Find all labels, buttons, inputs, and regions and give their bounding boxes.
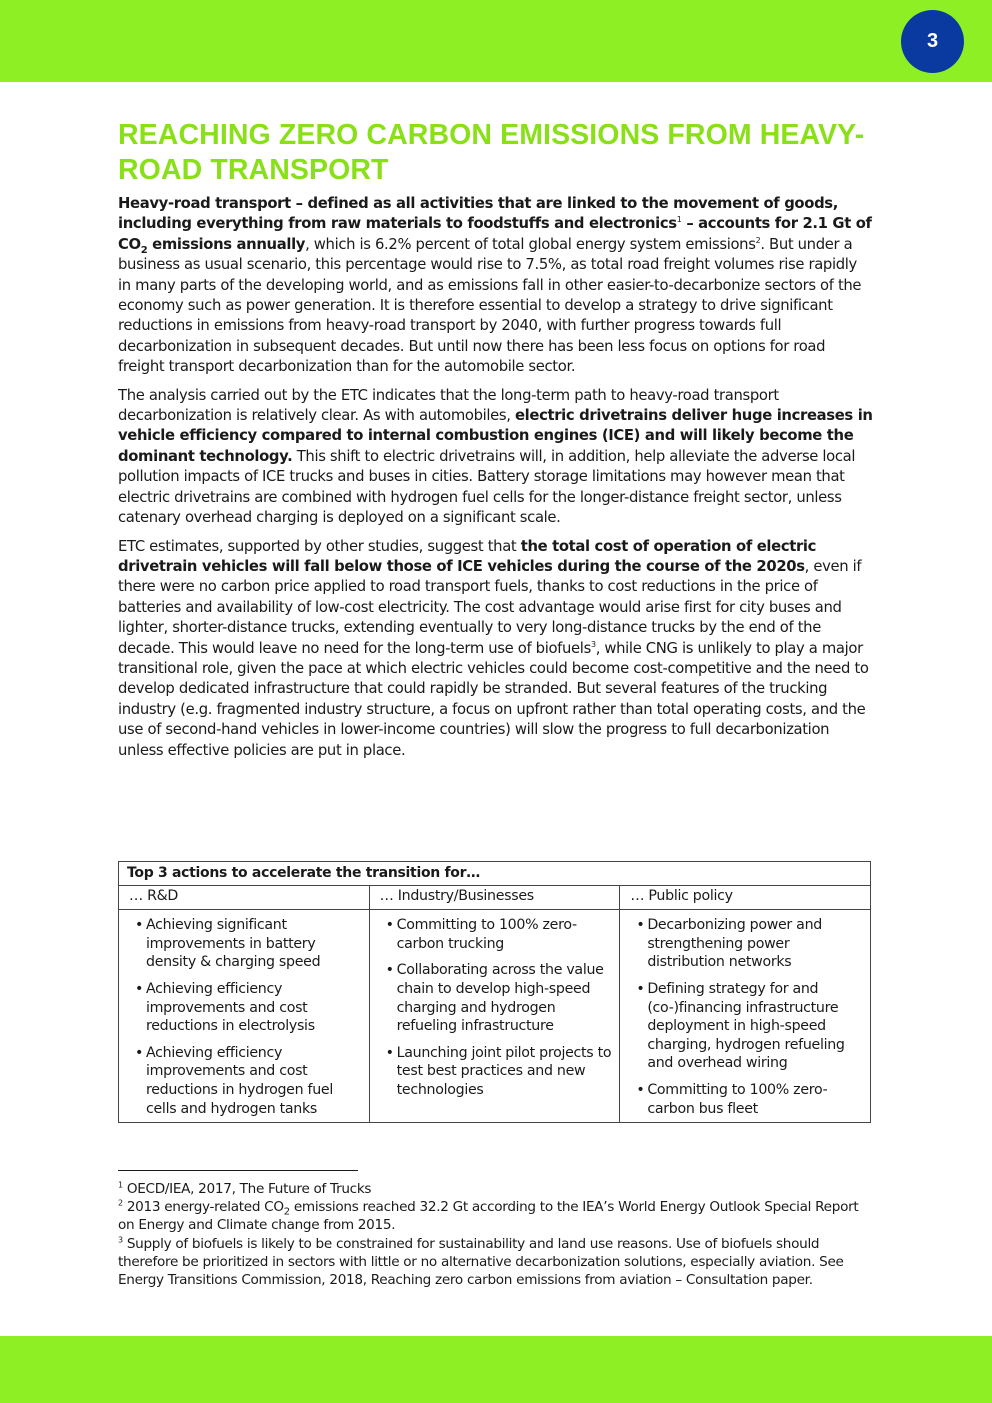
column-header-industry: … Industry/Businesses — [369, 885, 620, 910]
main-content — [118, 118, 874, 769]
p3-text-1: ETC estimates, supported by other studies, suggest that — [118, 537, 521, 555]
list-item-text: Committing to 100% zero-carbon bus fleet — [647, 1081, 828, 1117]
column-rnd — [119, 910, 370, 1123]
column-policy — [620, 910, 871, 1123]
column-industry — [369, 910, 620, 1123]
list-item — [636, 916, 862, 972]
paragraph-3 — [118, 537, 874, 761]
list-item-text: Launching joint pilot projects to test best practices and new technologies — [396, 1044, 612, 1098]
bullet-icon: • — [135, 917, 144, 934]
list-item — [636, 980, 862, 1073]
co2-subscript: 2 — [283, 1206, 290, 1218]
p3-bold-1: the total cost of operation of electric drivetrain vehicles will fall below those of ICE vehicles during the course of the 2020s — [118, 537, 817, 575]
p1-text-1: , which is 6.2% percent of total global energy system emissions — [305, 235, 756, 253]
industry-list — [386, 916, 612, 1103]
footnote-ref-2[interactable]: 2 — [755, 235, 761, 245]
policy-list — [636, 916, 862, 1122]
p1-text-2: . But under a business as usual scenario, this percentage would rise to 7.5%, as total road freight volumes rise rapidly in many parts of the developing world, and as emissions fall in other easier-to-decarbonize sectors of the economy such as power generation. It is therefore essential to develop a strategy to drive significant reductions in emissions from heavy-road transport by 2040, with further progress towards full decarbonization in subsequent decades. But until now there has been less focus on options for road freight transport decarbonization than for the automobile sector. — [118, 235, 862, 376]
footnote-text: Supply of biofuels is likely to be constrained for sustainability and land use reasons. Use of biofuels should therefore be prioritized in sectors with little or no alternative decarbonization solutions, especially aviation. See Energy Transitions Commission, 2018, Reaching zero carbon emissions from aviation – Consultation paper. — [118, 1235, 844, 1289]
bullet-icon: • — [135, 1044, 144, 1061]
bottom-green-band — [0, 1336, 992, 1403]
title-line-1: REACHING ZERO CARBON EMISSIONS FROM HEAVY- — [118, 119, 865, 151]
bullet-icon: • — [636, 1081, 645, 1098]
title-line-2: ROAD TRANSPORT — [118, 154, 389, 186]
list-item — [135, 916, 361, 972]
list-item-text: Collaborating across the value chain to develop high-speed charging and hydrogen refueling infrastructure — [396, 962, 604, 1035]
p1-co2-subscript: 2 — [140, 244, 148, 256]
p2-bold-1: electric drivetrains deliver huge increases in vehicle efficiency compared to internal combustion engines (ICE) and will likely become the dominant technology. — [118, 407, 873, 465]
bullet-icon: • — [636, 980, 645, 997]
bullet-icon: • — [385, 917, 394, 934]
bullet-icon: • — [636, 917, 645, 934]
footnotes — [118, 1180, 874, 1289]
page-number-badge — [901, 10, 964, 73]
paragraph-1 — [118, 194, 874, 378]
footnote-text: emissions reached 32.2 Gt according to the IEA’s World Energy Outlook Special Report on Energy and Climate change from 2015. — [118, 1199, 859, 1234]
list-item — [386, 1044, 612, 1100]
list-item — [636, 1081, 862, 1118]
actions-table — [118, 861, 871, 1123]
footnote-ref-3[interactable]: 3 — [590, 639, 596, 649]
footnote-divider — [118, 1170, 358, 1171]
actions-table-header: Top 3 actions to accelerate the transition for… — [119, 862, 871, 886]
footnote-text: OECD/IEA, 2017, The Future of Trucks — [122, 1181, 372, 1197]
list-item — [386, 961, 612, 1035]
top-green-band — [0, 0, 992, 82]
rnd-list — [135, 916, 361, 1122]
list-item-text: Achieving efficiency improvements and cost reductions in electrolysis — [146, 980, 315, 1035]
p1-bold-1: Heavy-road transport – defined as all activities that are linked to the movement of goods, including everything from raw materials to foodstuffs and electronics — [118, 195, 839, 233]
page-number: 3 — [926, 30, 939, 52]
footnote-ref-1[interactable]: 1 — [676, 215, 682, 225]
p2-text-1: The analysis carried out by the ETC indicates that the long-term path to heavy-road transport decarbonization is relatively clear. As with automobiles, — [118, 386, 779, 425]
p1-bold-3: emissions annually — [147, 235, 306, 253]
list-item-text: Defining strategy for and (co-)financing infrastructure deployment in high-speed charging, hydrogen refueling and overhead wiring — [647, 980, 845, 1072]
list-item-text: Decarbonizing power and strengthening power distribution networks — [647, 917, 822, 971]
list-item — [386, 916, 612, 953]
bullet-icon: • — [135, 980, 144, 997]
list-item-text: Achieving significant improvements in battery density & charging speed — [146, 917, 321, 971]
footnote-1 — [118, 1180, 874, 1198]
footnote-text: 2013 energy-related CO — [122, 1199, 284, 1216]
footnote-3 — [118, 1235, 874, 1290]
bullet-icon: • — [385, 1044, 394, 1061]
p3-text-2: , even if there were no carbon price applied to road transport fuels, thanks to cost reductions in the price of batteries and availability of low-cost electricity. The cost advantage would arise first for city buses and lighter, shorter-distance trucks, extending eventually to very long-distance trucks by the end of the decade. This would leave no need for the long-term use of biofuels — [118, 557, 862, 657]
list-item-text: Committing to 100% zero-carbon trucking — [396, 917, 577, 952]
list-item — [135, 1044, 361, 1118]
list-item-text: Achieving efficiency improvements and cost reductions in hydrogen fuel cells and hydrogen tanks — [146, 1044, 333, 1117]
footnote-number: 3 — [118, 1235, 123, 1245]
p2-text-2: This shift to electric drivetrains will, in addition, help alleviate the adverse local pollution impacts of ICE trucks and buses in cities. Battery storage limitations may however mean that electric drivetrains are combined with hydrogen fuel cells for the longer-distance freight sector, unless catenary overhead charging is deployed on a significant scale. — [118, 447, 856, 527]
column-header-rnd: … R&D — [119, 885, 370, 910]
bullet-icon: • — [385, 962, 394, 979]
p1-bold-2: – accounts for 2.1 Gt of CO — [118, 215, 872, 253]
list-item — [135, 980, 361, 1036]
footnote-number: 2 — [118, 1198, 123, 1208]
column-header-policy: … Public policy — [620, 885, 871, 910]
footnote-2 — [118, 1198, 874, 1234]
paragraph-2 — [118, 386, 874, 529]
p3-text-3: , while CNG is unlikely to play a major transitional role, given the pace at which electric vehicles could become cost-competitive and the need to develop dedicated infrastructure that could rapidly be stranded. But several features of the trucking industry (e.g. fragmented industry structure, a focus on upfront rather than total operating costs, and the use of second-hand vehicles in lower-income countries) will slow the progress to full decarbonization unless effective policies are put in place. — [118, 639, 869, 759]
footnote-number: 1 — [118, 1180, 123, 1190]
page-title — [118, 118, 874, 188]
